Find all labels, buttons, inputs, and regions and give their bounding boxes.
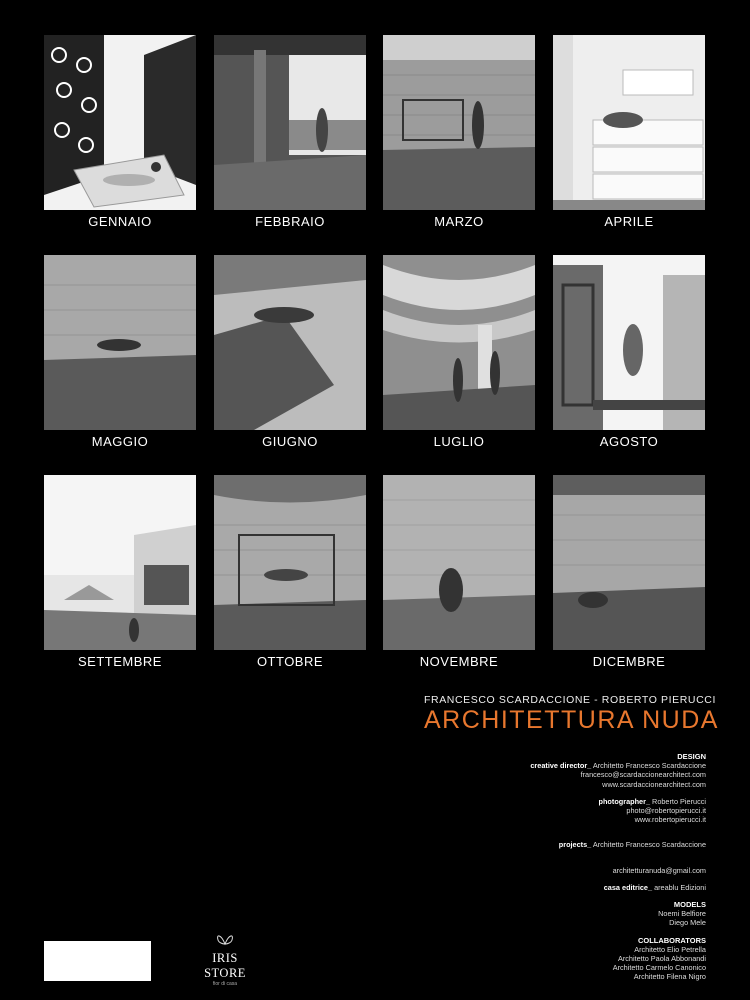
month-photo	[553, 35, 705, 210]
butterfly-icon	[215, 932, 235, 946]
month-cell-aprile	[553, 35, 705, 229]
logo-tagline: fior di casa	[212, 981, 238, 987]
month-label: APRILE	[604, 214, 654, 229]
photographer-email: photo@robertopierucci.it	[626, 806, 706, 816]
creative-director-web: www.scardaccionearchitect.com	[602, 779, 706, 789]
month-cell-maggio	[44, 255, 196, 449]
month-label: LUGLIO	[433, 434, 485, 449]
month-photo	[44, 35, 196, 210]
credits-block	[386, 752, 706, 982]
collaborator-name: Architetto Elio Petrella	[634, 944, 706, 954]
month-photo	[44, 255, 196, 430]
month-label: AGOSTO	[599, 434, 659, 449]
collaborator-name: Architetto Paola Abbonandi	[617, 954, 706, 964]
design-heading: DESIGN	[677, 752, 706, 761]
photographer-web: www.robertopierucci.it	[634, 815, 706, 825]
month-label: GENNAIO	[88, 214, 152, 229]
models-heading: MODELS	[673, 900, 706, 910]
month-label: MAGGIO	[91, 434, 149, 449]
creative-director-line: creative director_ Architetto Francesco Scardaccione	[530, 761, 706, 771]
publisher-line: casa editrice_ areablu Edizioni	[603, 882, 706, 892]
month-cell-novembre	[383, 475, 535, 669]
month-photo	[383, 35, 535, 210]
projects-line: projects_ Architetto Francesco Scardaccione	[558, 840, 706, 850]
month-cell-gennaio	[44, 35, 196, 229]
month-photo	[44, 475, 196, 650]
model-name: Noemi Belfiore	[658, 909, 706, 919]
month-photo	[214, 475, 366, 650]
month-label: OTTOBRE	[256, 654, 324, 669]
month-cell-ottobre	[214, 475, 366, 669]
authors-line: FRANCESCO SCARDACCIONE - ROBERTO PIERUCCI	[424, 694, 716, 706]
calendar-title: ARCHITETTURA NUDA	[424, 706, 719, 734]
month-photo	[553, 475, 705, 650]
blank-white-box	[44, 941, 151, 981]
month-photo	[214, 255, 366, 430]
iris-store-logo	[190, 932, 260, 987]
month-label: GIUGNO	[262, 434, 318, 449]
month-photo	[214, 35, 366, 210]
month-label: SETTEMBRE	[78, 654, 162, 669]
month-cell-dicembre	[553, 475, 705, 669]
month-cell-marzo	[383, 35, 535, 229]
month-label: FEBBRAIO	[255, 214, 325, 229]
month-cell-giugno	[214, 255, 366, 449]
month-cell-febbraio	[214, 35, 366, 229]
photographer-line: photographer_ Roberto Pierucci	[598, 796, 706, 806]
month-photo	[383, 255, 535, 430]
creative-director-email: francesco@scardaccionearchitect.com	[580, 770, 706, 780]
month-photo	[383, 475, 535, 650]
collaborator-name: Architetto Carmelo Canonico	[612, 963, 706, 973]
month-photo	[553, 255, 705, 430]
month-cell-settembre	[44, 475, 196, 669]
collaborators-heading: COLLABORATORS	[637, 935, 706, 945]
collaborator-name: Architetto Filena Nigro	[633, 972, 706, 982]
month-cell-agosto	[553, 255, 705, 449]
logo-name: IRIS STORE	[204, 951, 246, 980]
month-cell-luglio	[383, 255, 535, 449]
model-name: Diego Mele	[669, 918, 706, 928]
month-label: DICEMBRE	[592, 654, 666, 669]
month-label: MARZO	[434, 214, 484, 229]
contact-email: architetturanuda@gmail.com	[612, 865, 706, 875]
month-label: NOVEMBRE	[419, 654, 499, 669]
